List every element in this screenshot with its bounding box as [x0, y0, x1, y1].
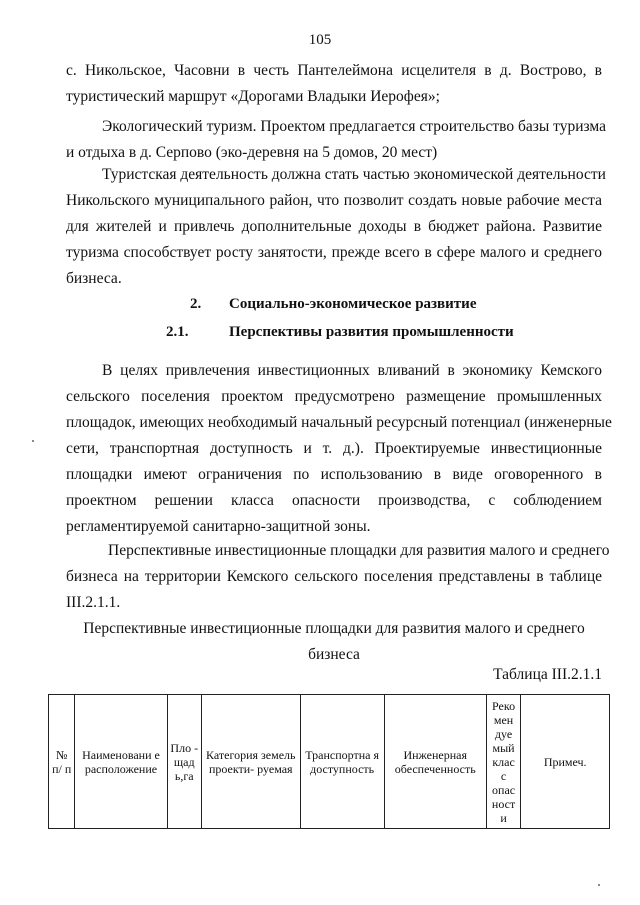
text-line: для жителей и привлечь дополнительные доходы в бюджет района. Развитие — [66, 218, 602, 235]
paragraph-3 — [66, 162, 606, 292]
text-line: Туристская деятельность должна стать частью экономической деятельности — [102, 166, 606, 183]
text-line: площадки имеют ограничения по использованию в виде оговоренного в — [66, 466, 602, 483]
scan-speck — [598, 884, 600, 886]
page-number: 105 — [308, 32, 332, 48]
section-title: Социально-экономическое развитие — [229, 296, 477, 312]
table-header-row — [49, 695, 610, 829]
paragraph-5 — [66, 538, 610, 616]
text-line: Экологический туризм. Проектом предлагается строительство базы туризма — [102, 118, 607, 135]
subsection-number: 2.1. — [166, 324, 189, 340]
header-cell-number: № п/ п — [49, 695, 75, 829]
text-line: III.2.1.1. — [66, 594, 121, 611]
header-cell-engineering: Инженерная обеспеченность — [384, 695, 486, 829]
text-line: регламентируемой санитарно-защитной зоны. — [66, 518, 371, 535]
text-line: проектном решении класса опасности производства, с соблюдением — [66, 492, 602, 509]
header-cell-location: Наименовани е расположение — [75, 695, 167, 829]
text-line: В целях привлечения инвестиционных вливаний в экономику Кемского — [102, 362, 602, 379]
paragraph-2 — [66, 114, 607, 166]
table-reference: Таблица III.2.1.1 — [493, 666, 602, 683]
header-cell-notes: Примеч. — [521, 695, 610, 829]
text-line: и отдыха в д. Серпово (эко-деревня на 5 домов, 20 мест) — [66, 144, 438, 161]
paragraph-4 — [66, 358, 612, 540]
text-line: с. Никольское, Часовни в честь Пантелеймона исцелителя в д. Вострово, в — [66, 62, 602, 79]
text-line: туристический маршрут «Дорогами Владыки Иерофея»; — [66, 88, 440, 105]
header-cell-area: Пло - щад ь,га — [167, 695, 201, 829]
header-cell-transport: Транспортна я доступность — [300, 695, 384, 829]
text-line: Перспективные инвестиционные площадки для развития малого и среднего — [108, 542, 610, 559]
scan-speck — [32, 440, 34, 442]
header-cell-hazard-class: Реко мен дуе мый клас с опас ност и — [486, 695, 521, 829]
paragraph-1 — [66, 58, 602, 110]
header-cell-land-category: Категория земель проекти- руемая — [201, 695, 300, 829]
table-caption-line-2: бизнеса — [308, 646, 360, 663]
text-line: бизнеса на территории Кемского сельского поселения представлены в таблице — [66, 568, 602, 585]
table-caption-line-1: Перспективные инвестиционные площадки для развития малого и среднего — [83, 620, 585, 637]
text-line: бизнеса. — [66, 270, 122, 287]
text-line: сельского поселения проектом предусмотрено размещение промышленных — [66, 388, 602, 405]
text-line: туризма способствует росту занятости, прежде всего в сфере малого и среднего — [66, 244, 602, 261]
section-number: 2. — [190, 296, 202, 312]
text-line: Никольского муниципального район, что позволит создать новые рабочие места — [66, 192, 602, 209]
text-line: площадок, имеющих необходимый начальный ресурсный потенциал (инженерные — [66, 414, 612, 431]
subsection-title: Перспективы развития промышленности — [229, 324, 514, 340]
investment-sites-table — [48, 694, 610, 829]
text-line: сети, транспортная доступность и т. д.). Проектируемые инвестиционные — [66, 440, 602, 457]
